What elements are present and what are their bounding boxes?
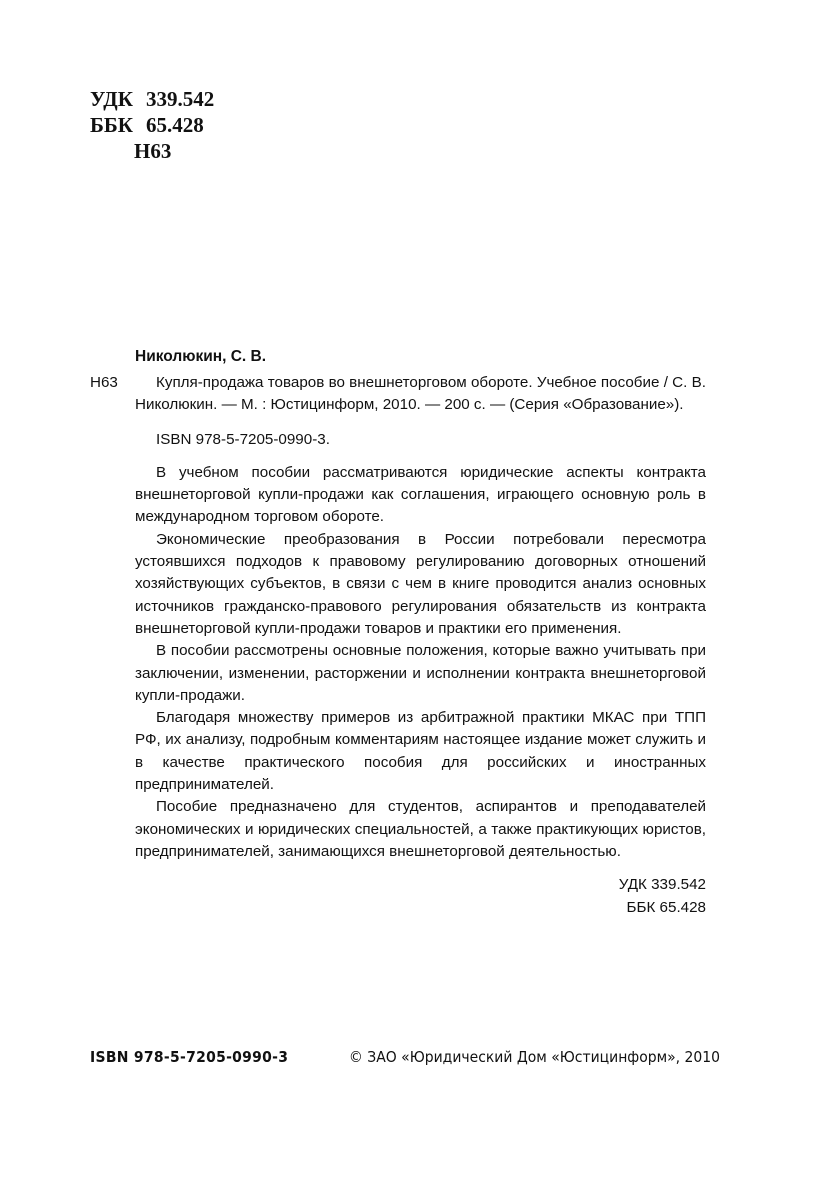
annotation-paragraph: Пособие предназначено для студентов, аспирантов и преподавателей экономических и юридических специальностей, а также практикующих юристов, предпринимателей, занимающихся внешнеторговой деятельностью. [135, 798, 706, 860]
bbk-line [90, 112, 214, 138]
index-bbk: ББК 65.428 [626, 898, 706, 916]
bibliographic-description: Купля-продажа товаров во внешнеторговом обороте. Учебное пособие / С. В. Николюкин. — М. : Юстицинформ, 2010. — 200 с. — (Серия «Образование»). [135, 374, 706, 414]
copyright-notice: © ЗАО «Юридический Дом «Юстицинформ», 2010 [348, 1048, 720, 1066]
udk-value: 339.542 [146, 87, 215, 111]
bbk-label: ББК [90, 113, 133, 137]
udk-label: УДК [90, 87, 133, 111]
index-udk: УДК 339.542 [618, 876, 706, 894]
card-isbn: ISBN 978-5-7205-0990-3. [156, 430, 330, 448]
card-body [135, 372, 706, 919]
annotation-paragraph: В пособии рассмотрены основные положения, которые важно учитывать при заключении, изменении, расторжении и исполнении контракта внешнеторговой купли-продажи. [135, 642, 706, 704]
footer-isbn: ISBN 978-5-7205-0990-3 [90, 1048, 289, 1066]
annotation-paragraph: В учебном пособии рассматриваются юридические аспекты контракта внешнеторговой купли-продажи как соглашения, играющего основную роль в международном торговом обороте. [135, 463, 706, 526]
udk-line [90, 86, 214, 112]
bbk-value: 65.428 [146, 113, 204, 137]
annotation-paragraph: Экономические преобразования в России потребовали пересмотра устоявшихся подходов к правовому регулированию договорных отношений хозяйствующих субъектов, в связи с чем в книге проводится анализ основных источников гражданско-правового регулирования обязательств из контракта внешнеторговой купли-продажи товаров и практики его применения. [135, 530, 706, 637]
classification-block [90, 86, 214, 164]
author-sign: Н63 [134, 139, 172, 163]
card-author: Николюкин, С. В. [135, 348, 267, 365]
annotation-paragraph: Благодаря множеству примеров из арбитражной практики МКАС при ТПП РФ, их анализу, подробным комментариям настоящее издание может служить и в качестве практического пособия для российских и иностранных предпринимателей. [135, 709, 706, 794]
card-author-sign: Н63 [90, 374, 118, 391]
